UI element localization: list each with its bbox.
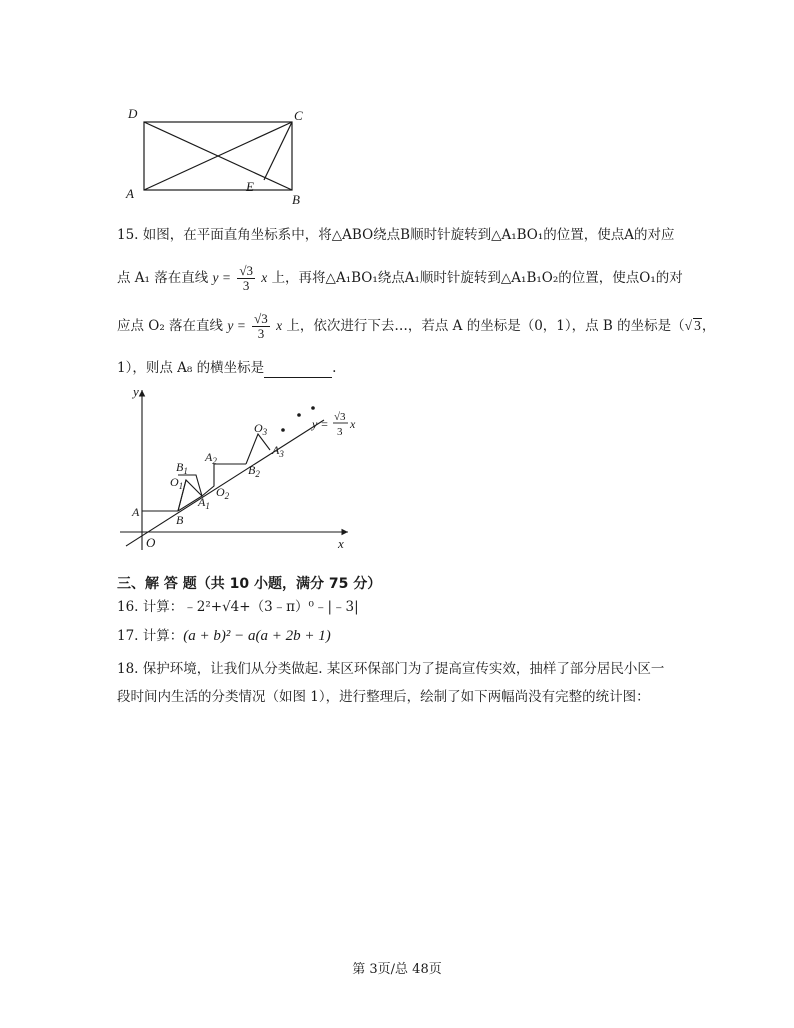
- label-b2: $B_2$: [248, 463, 260, 479]
- q15-number: 15.: [117, 227, 139, 243]
- fraction-sqrt3-over-3-2: $\frac{√3}{3}$: [254, 311, 268, 341]
- sqrt-3: 3: [694, 318, 701, 333]
- q15-line1-text: 如图，在平面直角坐标系中，将△ABO绕点B顺时针旋转到△A₁BO₁的位置，使点A的对应: [142, 227, 675, 243]
- line-label-y: y =: [312, 417, 329, 431]
- label-o3: $O_3$: [254, 421, 268, 437]
- q15-line3-mid: 上，依次进行下去…，若点 A 的坐标是（0，1），点 B 的坐标是（: [286, 318, 685, 334]
- q15-line2-end: 上，再将△A₁BO₁绕点A₁顺时针旋转到△A₁B₁O₂的位置，使点O₁的对: [271, 270, 683, 286]
- dot-3: [311, 406, 315, 410]
- q18-line2: 段时间内生活的分类情况（如图 1），进行整理后，绘制了如下两幅尚没有完整的统计图：: [117, 689, 650, 705]
- q15-line4-end: .: [332, 360, 337, 376]
- rotation-figure: [112, 380, 362, 555]
- q15-line4-start: 1），则点 A₈ 的横坐标是: [117, 360, 265, 376]
- label-b: B: [292, 192, 300, 207]
- q15-line3: 应点 O₂ 落在直线 y = $\frac{√3}{3}$ x 上，依次进行下去…，若点 A 的坐标是（0，1），点 B 的坐标是（√ 3，: [117, 311, 716, 341]
- line-label-x: x: [350, 417, 356, 431]
- label-a: A: [132, 505, 140, 519]
- eq-x: x: [261, 270, 268, 285]
- label-b1: $B_1$: [176, 460, 188, 476]
- line-label-den: 3: [337, 426, 343, 438]
- rectangle-figure: [120, 100, 320, 210]
- label-d: D: [128, 106, 138, 121]
- label-a2: $A_2$: [205, 450, 217, 466]
- q15-line2-start: 点 A₁ 落在直线: [117, 270, 209, 286]
- eq-y: y =: [212, 270, 232, 285]
- label-origin: O: [146, 535, 156, 550]
- dot-2: [297, 413, 301, 417]
- segment-ce: [264, 122, 292, 180]
- label-o2: $O_2$: [216, 485, 230, 501]
- label-axis-x: x: [338, 536, 344, 551]
- label-a: A: [126, 186, 134, 201]
- label-a3: $A_3$: [272, 443, 284, 459]
- label-o1: $O_1$: [170, 475, 184, 491]
- line-y-sqrt3-over-3-x: [126, 420, 324, 546]
- label-axis-y: y: [133, 384, 139, 399]
- q16-text: 16. 计算：﹣2²+√4+（3﹣π）⁰﹣|﹣3|: [117, 599, 359, 615]
- label-a1: $A_1$: [198, 495, 210, 511]
- q17-label: 17. 计算：: [117, 628, 184, 644]
- dot-1: [281, 428, 285, 432]
- q15-line4: [117, 358, 336, 378]
- q15-line1: [117, 225, 675, 245]
- triangle-b2-o3-a3: [246, 434, 270, 464]
- q15-line3-start: 应点 O₂ 落在直线: [117, 318, 224, 334]
- fraction-sqrt3-over-3: $\frac{√3}{3}$: [239, 263, 253, 293]
- q15-line3-end: ，: [701, 318, 716, 334]
- q17-line: [117, 626, 331, 646]
- q15-line2: [117, 258, 683, 298]
- q18-line1: 18. 保护环境，让我们从分类做起. 某区环保部门为了提高宣传实效，抽样了部分居民小区一: [117, 661, 665, 677]
- line-label-num: √3: [334, 411, 346, 423]
- label-e: E: [246, 179, 254, 194]
- label-b: B: [176, 513, 184, 527]
- answer-blank[interactable]: [264, 363, 332, 378]
- label-c: C: [294, 108, 303, 123]
- section-heading: 三、解 答 题（共 10 小题，满分 75 分）: [117, 576, 382, 592]
- q17-expression: (a + b)² − a(a + 2b + 1): [183, 628, 331, 644]
- eq-x-2: x: [276, 318, 283, 333]
- eq-y-2: y =: [227, 318, 246, 333]
- page-footer: 第 3页/总 48页: [352, 962, 442, 977]
